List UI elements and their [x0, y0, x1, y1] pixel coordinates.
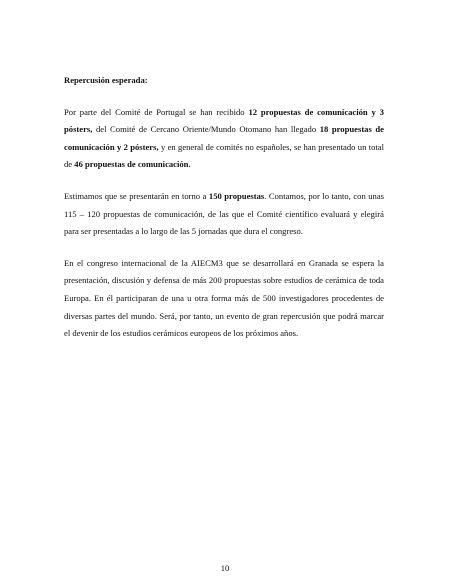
paragraph-1-segment-1: Por parte del Comité de Portugal se han recibido [64, 106, 249, 117]
paragraph-1-segment-3: del Comité de Cercano Oriente/Mundo Otomano han llegado [92, 124, 320, 135]
paragraph-2-segment-3: . Contamos, por lo tanto, con unas 115 – 120 propuestas de comunicación, de las que el Comité científico evaluará y elegirá para ser presentadas a lo largo de las 5 jornadas que dura el congreso. [64, 190, 384, 237]
paragraph-2-segment-1: Estimamos que se presentarán en torno a [64, 190, 209, 201]
paragraph-3-segment-1: En el congreso internacional de la AIECM3 que se desarrollará en Granada se espera la presentación, discusión y defensa de más 200 propuestas sobre estudios de cerámica de toda Europa. En él participaran de una u otra forma más de 500 investigadores procedentes de diversas partes del mundo. Será, por tanto, un evento de gran repercusión que podrá marcar el devenir de los estudios cerámicos europeos de los próximos años. [64, 257, 384, 339]
paragraph-2 [64, 188, 384, 241]
paragraph-2-bold-estimate: 150 propuestas [208, 190, 265, 201]
paragraph-1-bold-portugal: 12 propuestas de comunicación y 3 pósters, [64, 106, 384, 135]
document-body [64, 72, 384, 357]
paragraph-1-bold-oriente: 18 propuestas de comunicación y 2 pósters, [64, 124, 384, 152]
paragraph-1 [64, 104, 384, 174]
page-number: 10 [220, 563, 230, 573]
paragraph-3 [64, 255, 384, 343]
paragraph-1-segment-5: y en general de comités no españoles, se han presentado un total de [64, 141, 384, 170]
section-heading: Repercusión esperada: [64, 75, 148, 85]
paragraph-1-bold-total: 46 propuestas de comunicación. [74, 159, 191, 170]
